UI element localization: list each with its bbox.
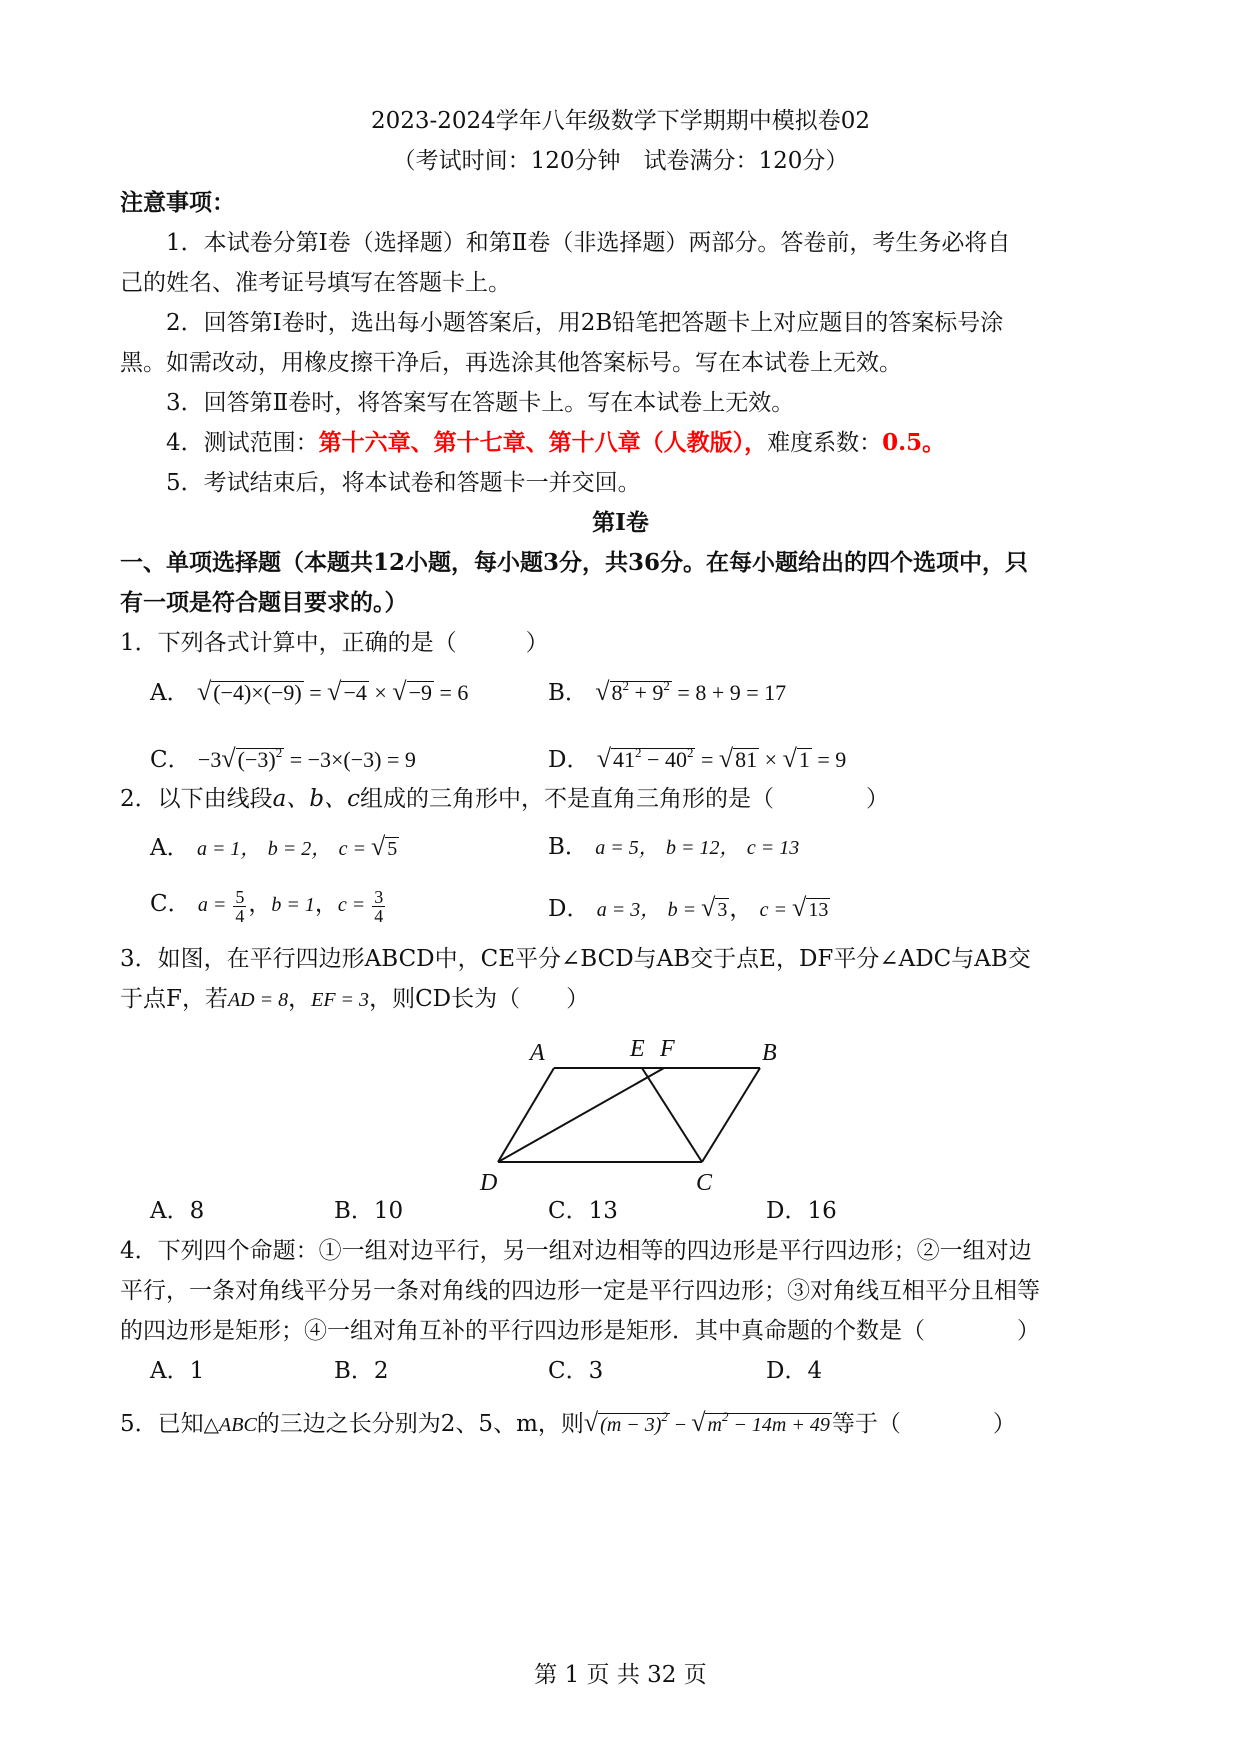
sqrt-icon: √: [596, 744, 612, 773]
sqrt-icon: √: [221, 744, 236, 773]
q4-option-d: D．4: [766, 1358, 823, 1384]
notice-item-1-line-2: 己的姓名、准考证号填写在答题卡上。: [120, 270, 511, 296]
q3-option-b: B．10: [334, 1198, 404, 1224]
q1-option-c-label: C．: [150, 747, 191, 773]
q1-stem: 1．下列各式计算中，正确的是（ ）: [120, 630, 549, 656]
q1-option-b: [548, 677, 786, 708]
difficulty-label: 难度系数：: [767, 430, 883, 456]
q2-option-b: B． a = 5， b = 12， c = 13: [548, 834, 800, 860]
notice-item-2-line-2: 黑。如需改动，用橡皮擦干净后，再选涂其他答案标号。写在本试卷上无效。: [120, 350, 902, 376]
q1-option-d-label: D．: [548, 747, 590, 773]
sqrt-icon: √: [792, 893, 807, 922]
notice-heading: 注意事项：: [120, 189, 235, 216]
label-f: F: [660, 1036, 675, 1062]
section-heading-line-2: 有一项是符合题目要求的。）: [120, 589, 408, 616]
part-title: 第Ⅰ卷: [592, 509, 649, 536]
notice-item-3: 3．回答第Ⅱ卷时，将答案写在答题卡上。写在本试卷上无效。: [166, 390, 795, 416]
sqrt-icon: √: [701, 893, 716, 922]
label-e: E: [630, 1036, 645, 1062]
sqrt-icon: √: [595, 677, 610, 706]
q4-option-c: C．3: [548, 1358, 604, 1384]
sqrt-icon: √: [392, 677, 407, 706]
segment-df: [498, 1068, 664, 1162]
q5-stem: 5．已知△ABC的三边之长分别为2、5、m，则√ $(m - 3)^2$ − √ $m^2 - 14m + 49$等于（ ）: [120, 1408, 1016, 1437]
exam-subtitle: （考试时间：120分钟 试卷满分：120分）: [392, 148, 849, 174]
notice-item-2-line-1: 2．回答第Ⅰ卷时，选出每小题答案后，用2B铅笔把答题卡上对应题目的答案标号涂: [166, 310, 1004, 336]
test-scope-highlight: 第十六章、第十七章、第十八章（人教版），: [318, 429, 768, 456]
q2-option-d: D． a = 3， b = √ 3， c = √ 13: [548, 893, 829, 922]
sqrt-icon: √: [370, 832, 386, 861]
label-c: C: [696, 1170, 713, 1196]
exam-title: 2023-2024学年八年级数学下学期期中模拟卷02: [370, 108, 871, 134]
q4-option-b: B．2: [334, 1358, 389, 1384]
q1-option-c: [150, 744, 416, 775]
q4-option-a: A．1: [150, 1358, 205, 1384]
q1-option-b-label: B．: [548, 680, 588, 706]
q2-option-a: A． a = 1， b = 2， c = √ 5: [150, 832, 398, 861]
q3-option-d: D．16: [766, 1198, 837, 1224]
q3-option-a: A．8: [150, 1198, 205, 1224]
q1-option-a-formula: √(−4)×(−9) = √−4 × √−9 = 6: [196, 677, 469, 706]
label-a: A: [530, 1040, 545, 1066]
sqrt-icon: √: [718, 744, 734, 773]
q3-stem-line-1: 3．如图，在平行四边形ABCD中，CE平分∠BCD与AB交于点E，DF平分∠ADC与AB交: [120, 946, 1031, 972]
sqrt-icon: √: [196, 677, 212, 706]
q4-stem-line-2: 平行，一条对角线平分另一条对角线的四边形一定是平行四边形；③对角线互相平分且相等: [120, 1278, 1040, 1304]
q1-option-b-formula: $√8^2 + 9^2 = 8 + 9 = 17$: [595, 677, 787, 706]
segment-bc: [702, 1068, 760, 1162]
q2-stem: 2．以下由线段a、b、c组成的三角形中，不是直角三角形的是（ ）: [120, 786, 889, 812]
notice-item-4: [166, 428, 945, 458]
segment-ce: [642, 1068, 702, 1162]
difficulty-value: 0.5。: [882, 429, 946, 456]
q1-option-a-label: A．: [150, 680, 190, 706]
q1-option-d: [548, 744, 846, 775]
q4-stem-line-1: 4．下列四个命题：①一组对边平行，另一组对边相等的四边形是平行四边形；②一组对边: [120, 1238, 1032, 1264]
q2-option-c: C． a = $\frac{5}{4}$ ，b = 1，c = $\frac{3}{4}$: [150, 887, 384, 926]
sqrt-icon: √: [782, 744, 797, 773]
q3-stem-line-2: 于点F，若AD = 8，EF = 3，则CD长为（ ）: [120, 986, 590, 1012]
notice-item-5: 5．考试结束后，将本试卷和答题卡一并交回。: [166, 470, 641, 496]
page-footer: 第 1 页 共 32 页: [534, 1662, 707, 1688]
q1-option-d-formula: $√41^2 - 40^2 = √81 \times √1 = 9$: [596, 744, 847, 773]
notice-item-1-line-1: 1．本试卷分第Ⅰ卷（选择题）和第Ⅱ卷（非选择题）两部分。答卷前，考生务必将自: [166, 230, 1011, 256]
section-heading-line-1: 一、单项选择题（本题共12小题，每小题3分，共36分。在每小题给出的四个选项中，只: [120, 549, 1029, 576]
q3-option-c: C．13: [548, 1198, 618, 1224]
sqrt-icon: √: [327, 677, 342, 706]
segment-da: [498, 1068, 554, 1162]
label-b: B: [762, 1040, 777, 1066]
q1-option-c-formula: $-3√(-3)^2 = -3\times(-3) = 9$: [197, 744, 416, 773]
label-d: D: [480, 1170, 498, 1196]
sqrt-icon: √: [583, 1408, 599, 1437]
q1-option-a: [150, 677, 468, 708]
parallelogram-figure: [470, 1030, 790, 1200]
q4-stem-line-3: 的四边形是矩形；④一组对角互补的平行四边形是矩形．其中真命题的个数是（ ）: [120, 1318, 1040, 1344]
notice-item-4-prefix: 4．测试范围：: [166, 430, 319, 456]
sqrt-icon: √: [691, 1408, 706, 1437]
